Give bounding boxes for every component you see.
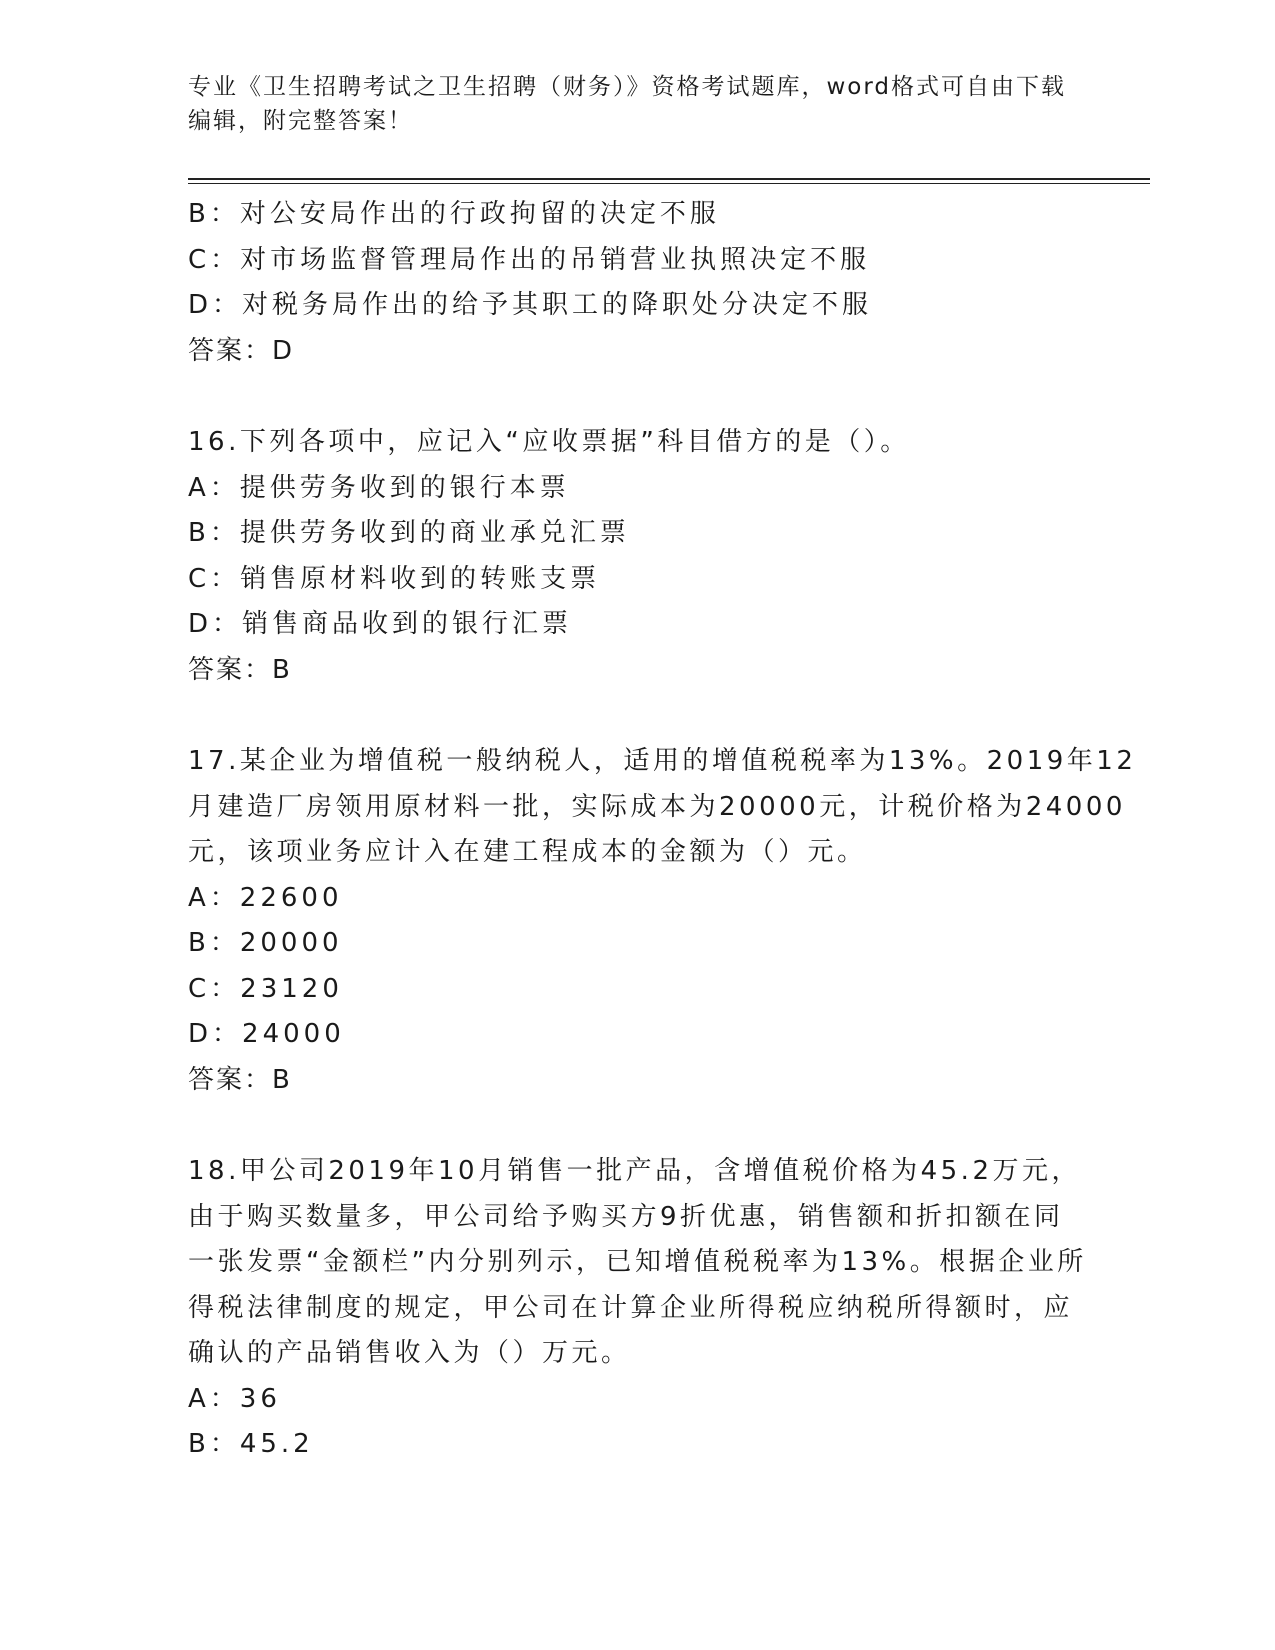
answer-line: 答案：D xyxy=(188,335,295,366)
option-d: D：销售商品收到的银行汇票 xyxy=(188,609,573,639)
question-text-line: 元，该项业务应计入在建工程成本的金额为（）元。 xyxy=(188,837,867,867)
option-b: B：提供劳务收到的商业承兑汇票 xyxy=(188,518,630,548)
option-b: B：20000 xyxy=(188,928,343,958)
option-d: D：对税务局作出的给予其职工的降职处分决定不服 xyxy=(188,290,873,320)
question-16 xyxy=(188,420,1088,693)
header-divider-thick xyxy=(188,178,1150,180)
option-c: C：23120 xyxy=(188,973,343,1004)
question-text-line: 得税法律制度的规定，甲公司在计算企业所得税应纳税所得额时，应 xyxy=(188,1292,1074,1323)
header-divider-thin xyxy=(188,183,1150,184)
question-text-line: 16.下列各项中，应记入“应收票据”科目借方的是（）。 xyxy=(188,427,910,457)
document-header xyxy=(188,70,1088,138)
question-text-line: 18.甲公司2019年10月销售一批产品，含增值税价格为45.2万元， xyxy=(188,1156,1081,1186)
question-17 xyxy=(188,739,1137,1103)
header-line-2: 编辑，附完整答案！ xyxy=(188,108,413,134)
option-a: A：22600 xyxy=(188,882,343,913)
option-a: A：提供劳务收到的银行本票 xyxy=(188,472,570,503)
answer-line: 答案：B xyxy=(188,654,292,685)
option-b: B：45.2 xyxy=(188,1429,314,1459)
option-c: C：对市场监督管理局作出的吊销营业执照决定不服 xyxy=(188,244,871,275)
question-text-line: 17.某企业为增值税一般纳税人，适用的增值税税率为13%。2019年12 xyxy=(188,746,1137,776)
option-b: B：对公安局作出的行政拘留的决定不服 xyxy=(188,199,720,229)
question-list xyxy=(188,192,1137,1468)
question-text-line: 月建造厂房领用原材料一批，实际成本为20000元，计税价格为24000 xyxy=(188,791,1126,822)
question-text-line: 一张发票“金额栏”内分别列示，已知增值税税率为13%。根据企业所 xyxy=(188,1247,1087,1277)
question-18 xyxy=(188,1149,1088,1468)
header-line-1: 专业《卫生招聘考试之卫生招聘（财务）》资格考试题库，word格式可自由下载 xyxy=(188,74,1067,100)
question-text-line: 由于购买数量多，甲公司给予购买方9折优惠，销售额和折扣额在同 xyxy=(188,1201,1064,1232)
question-text-line: 确认的产品销售收入为（）万元。 xyxy=(188,1338,631,1368)
option-c: C：销售原材料收到的转账支票 xyxy=(188,563,601,594)
option-a: A：36 xyxy=(188,1383,281,1414)
question-15-tail xyxy=(188,192,1088,374)
answer-line: 答案：B xyxy=(188,1064,292,1095)
option-d: D：24000 xyxy=(188,1019,345,1049)
